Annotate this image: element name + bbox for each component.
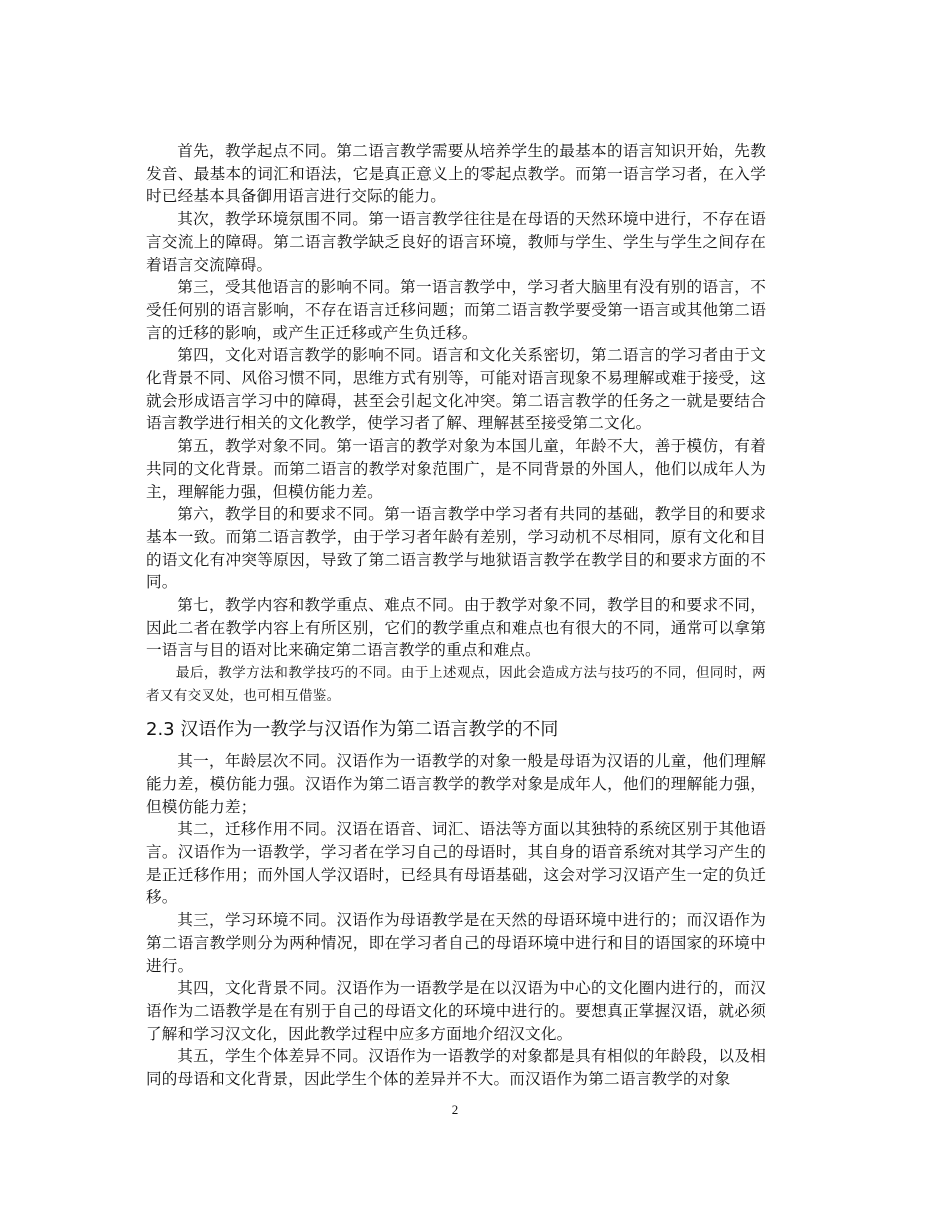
page-number: 2 <box>451 1102 459 1117</box>
paragraph: 第七，教学内容和教学重点、难点不同。由于教学对象不同，教学目的和要求不同，因此二者在教学内容上有所区别，它们的教学重点和难点也有很大的不同，通常可以拿第一语言与目的语对比来确定第二语言教学的重点和难点。 <box>146 596 766 660</box>
paragraph: 其五，学生个体差异不同。汉语作为一语教学的对象都是具有相似的年龄段，以及相同的母语和文化背景，因此学生个体的差异并不大。而汉语作为第二语言教学的对象 <box>146 1047 766 1089</box>
paragraph: 首先，教学起点不同。第二语言教学需要从培养学生的最基本的语言知识开始，先教发音、最基本的词汇和语法，它是真正意义上的零起点教学。而第一语言学习者，在入学时已经基本具备御用语言进行交际的能力。 <box>146 142 766 206</box>
paragraph: 其次，教学环境氛围不同。第一语言教学往往是在母语的天然环境中进行，不存在语言交流上的障碍。第二语言教学缺乏良好的语言环境，教师与学生、学生与学生之间存在着语言交流障碍。 <box>146 210 766 274</box>
body-text <box>146 140 766 1091</box>
paragraph: 第五，教学对象不同。第一语言的教学对象为本国儿童，年龄不大，善于模仿，有着共同的文化背景。而第二语言的教学对象范围广，是不同背景的外国人，他们以成年人为主，理解能力强，但模仿能力差。 <box>146 437 766 501</box>
paragraph: 其三，学习环境不同。汉语作为母语教学是在天然的母语环境中进行的；而汉语作为第二语言教学则分为两种情况，即在学习者自己的母语环境中进行和目的语国家的环境中进行。 <box>146 911 766 975</box>
paragraph: 第六，教学目的和要求不同。第一语言教学中学习者有共同的基础，教学目的和要求基本一致。而第二语言教学，由于学习者年龄有差别，学习动机不尽相同，原有文化和目的语文化有冲突等原因，导致了第二语言教学与地狱语言教学在教学目的和要求方面的不同。 <box>146 505 766 592</box>
section-heading: 2.3 汉语作为一教学与汉语作为第二语言教学的不同 <box>146 719 559 741</box>
small-paragraph: 最后，教学方法和教学技巧的不同。由于上述观点，因此会造成方法与技巧的不同，但同时，两者又有交叉处，也可相互借鉴。 <box>146 665 766 705</box>
paragraph: 其一，年龄层次不同。汉语作为一语教学的对象一般是母语为汉语的儿童，他们理解能力差，模仿能力强。汉语作为第二语言教学的教学对象是成年人，他们的理解能力强，但模仿能力差； <box>146 752 766 816</box>
paragraph: 其二，迁移作用不同。汉语在语音、词汇、语法等方面以其独特的系统区别于其他语言。汉语作为一语教学，学习者在学习自己的母语时，其自身的语音系统对其学习产生的是正迁移作用；而外国人学汉语时，已经具有母语基础，这会对学习汉语产生一定的负迁移。 <box>146 820 766 907</box>
paragraph: 其四，文化背景不同。汉语作为一语教学是在以汉语为中心的文化圈内进行的，而汉语作为二语教学是在有别于自己的母语文化的环境中进行的。要想真正掌握汉语，就必须了解和学习汉文化，因此教学过程中应多方面地介绍汉文化。 <box>146 979 766 1043</box>
paragraph: 第三，受其他语言的影响不同。第一语言教学中，学习者大脑里有没有别的语言，不受任何别的语言影响，不存在语言迁移问题；而第二语言教学要受第一语言或其他第二语言的迁移的影响，或产生正迁移或产生负迁移。 <box>146 278 766 342</box>
paragraph: 第四，文化对语言教学的影响不同。语言和文化关系密切，第二语言的学习者由于文化背景不同、风俗习惯不同，思维方式有别等，可能对语言现象不易理解或难于接受，这就会形成语言学习中的障碍，甚至会引起文化冲突。第二语言教学的任务之一就是要结合语言教学进行相关的文化教学，使学习者了解、理解甚至接受第二文化。 <box>146 346 766 433</box>
